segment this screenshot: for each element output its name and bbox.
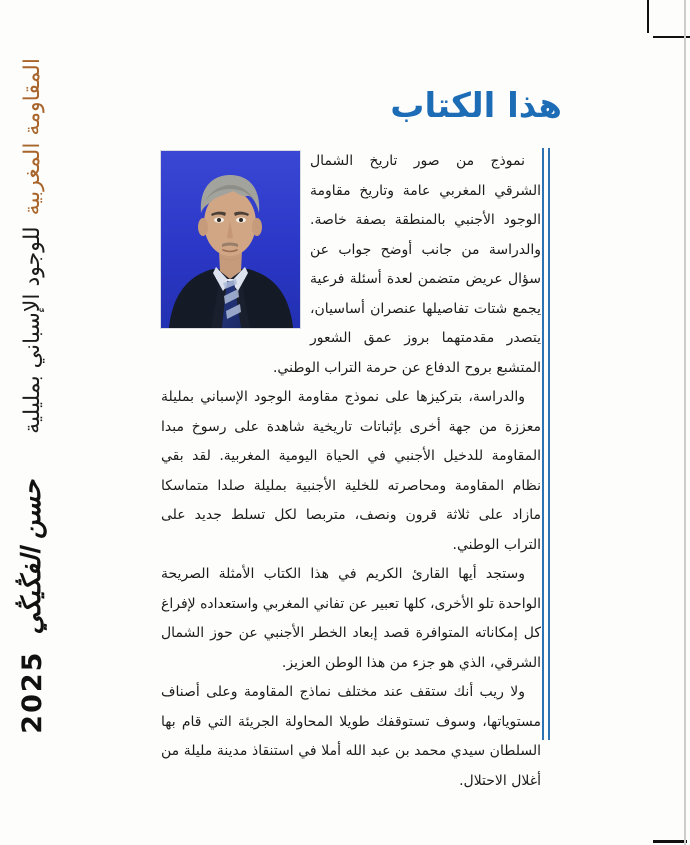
section-heading: هذا الكتاب [390, 86, 562, 126]
paragraph-4: ولا ريب أنك ستقف عند مختلف نماذج المقاومة وعلى أصناف مستوياتها، وسوف تستوقفك طويلا المحاولة الجريئة التي قام بها السلطان سيدي محمد بن عبد الله أملا في استنقاذ مدينة مليلة من أغلال الاحتلال. [161, 684, 541, 789]
crop-mark-bottom-horizontal [653, 840, 687, 843]
book-title-primary: المقاومة المغربية [19, 58, 45, 216]
book-title-secondary: للوجود الإسباني بمليلية [19, 226, 45, 434]
paragraph-2: والدراسة، بتركيزها على نموذج مقاومة الوجود الإسباني بمليلة معززة من جهة أخرى بإثباتات تاريخية شاهدة على رسوخ مبدا المقاومة للدخيل الأجنبي في الحياة اليومية المغربية. لقد بقي نظام المقاومة ومحاصرته للخلية الأجنبية بمليلة صلدا متماسكا مازاد على ثلاثة قرون ونصف، متربصا لكل تسلط جديد على التراب الوطني. [161, 389, 541, 553]
author-portrait-illustration [161, 151, 300, 328]
decorative-double-rule [542, 148, 550, 740]
author-name: حسن الفڭيڭي [17, 479, 47, 635]
paragraph-1: نموذج من صور تاريخ الشمال الشرقي المغربي عامة وتاريخ مقاومة الوجود الأجنبي بالمنطقة بصفة خاصة. والدراسة من جانب أوضح جواب عن سؤال عريض متضمن لعدة أسئلة فرعية يجمع شتات تفاصيلها عنصران أساسيان، يتصدر مقدمتهما بروز عمق الشعور المتشبع بروح الدفاع عن حرمة التراب الوطني. [272, 153, 541, 376]
paragraph-3: وستجد أيها القارئ الكريم في هذا الكتاب الأمثلة الصريحة الواحدة تلو الأخرى، كلها تعبير عن تفاني المغربي واستعداده لإفراغ كل إمكاناته المتوافرة قصد إبعاد الخطر الأجنبي عن حوز الشمال الشرقي، الذي هو جزء من هذا الوطن العزيز. [161, 566, 541, 671]
crop-mark-top-vertical [647, 0, 649, 33]
publication-year: 2025 [16, 650, 48, 734]
body-text-block [161, 147, 541, 796]
page-edge-line [684, 0, 686, 845]
author-photo [161, 151, 300, 328]
spine-text-strip [8, 0, 56, 845]
